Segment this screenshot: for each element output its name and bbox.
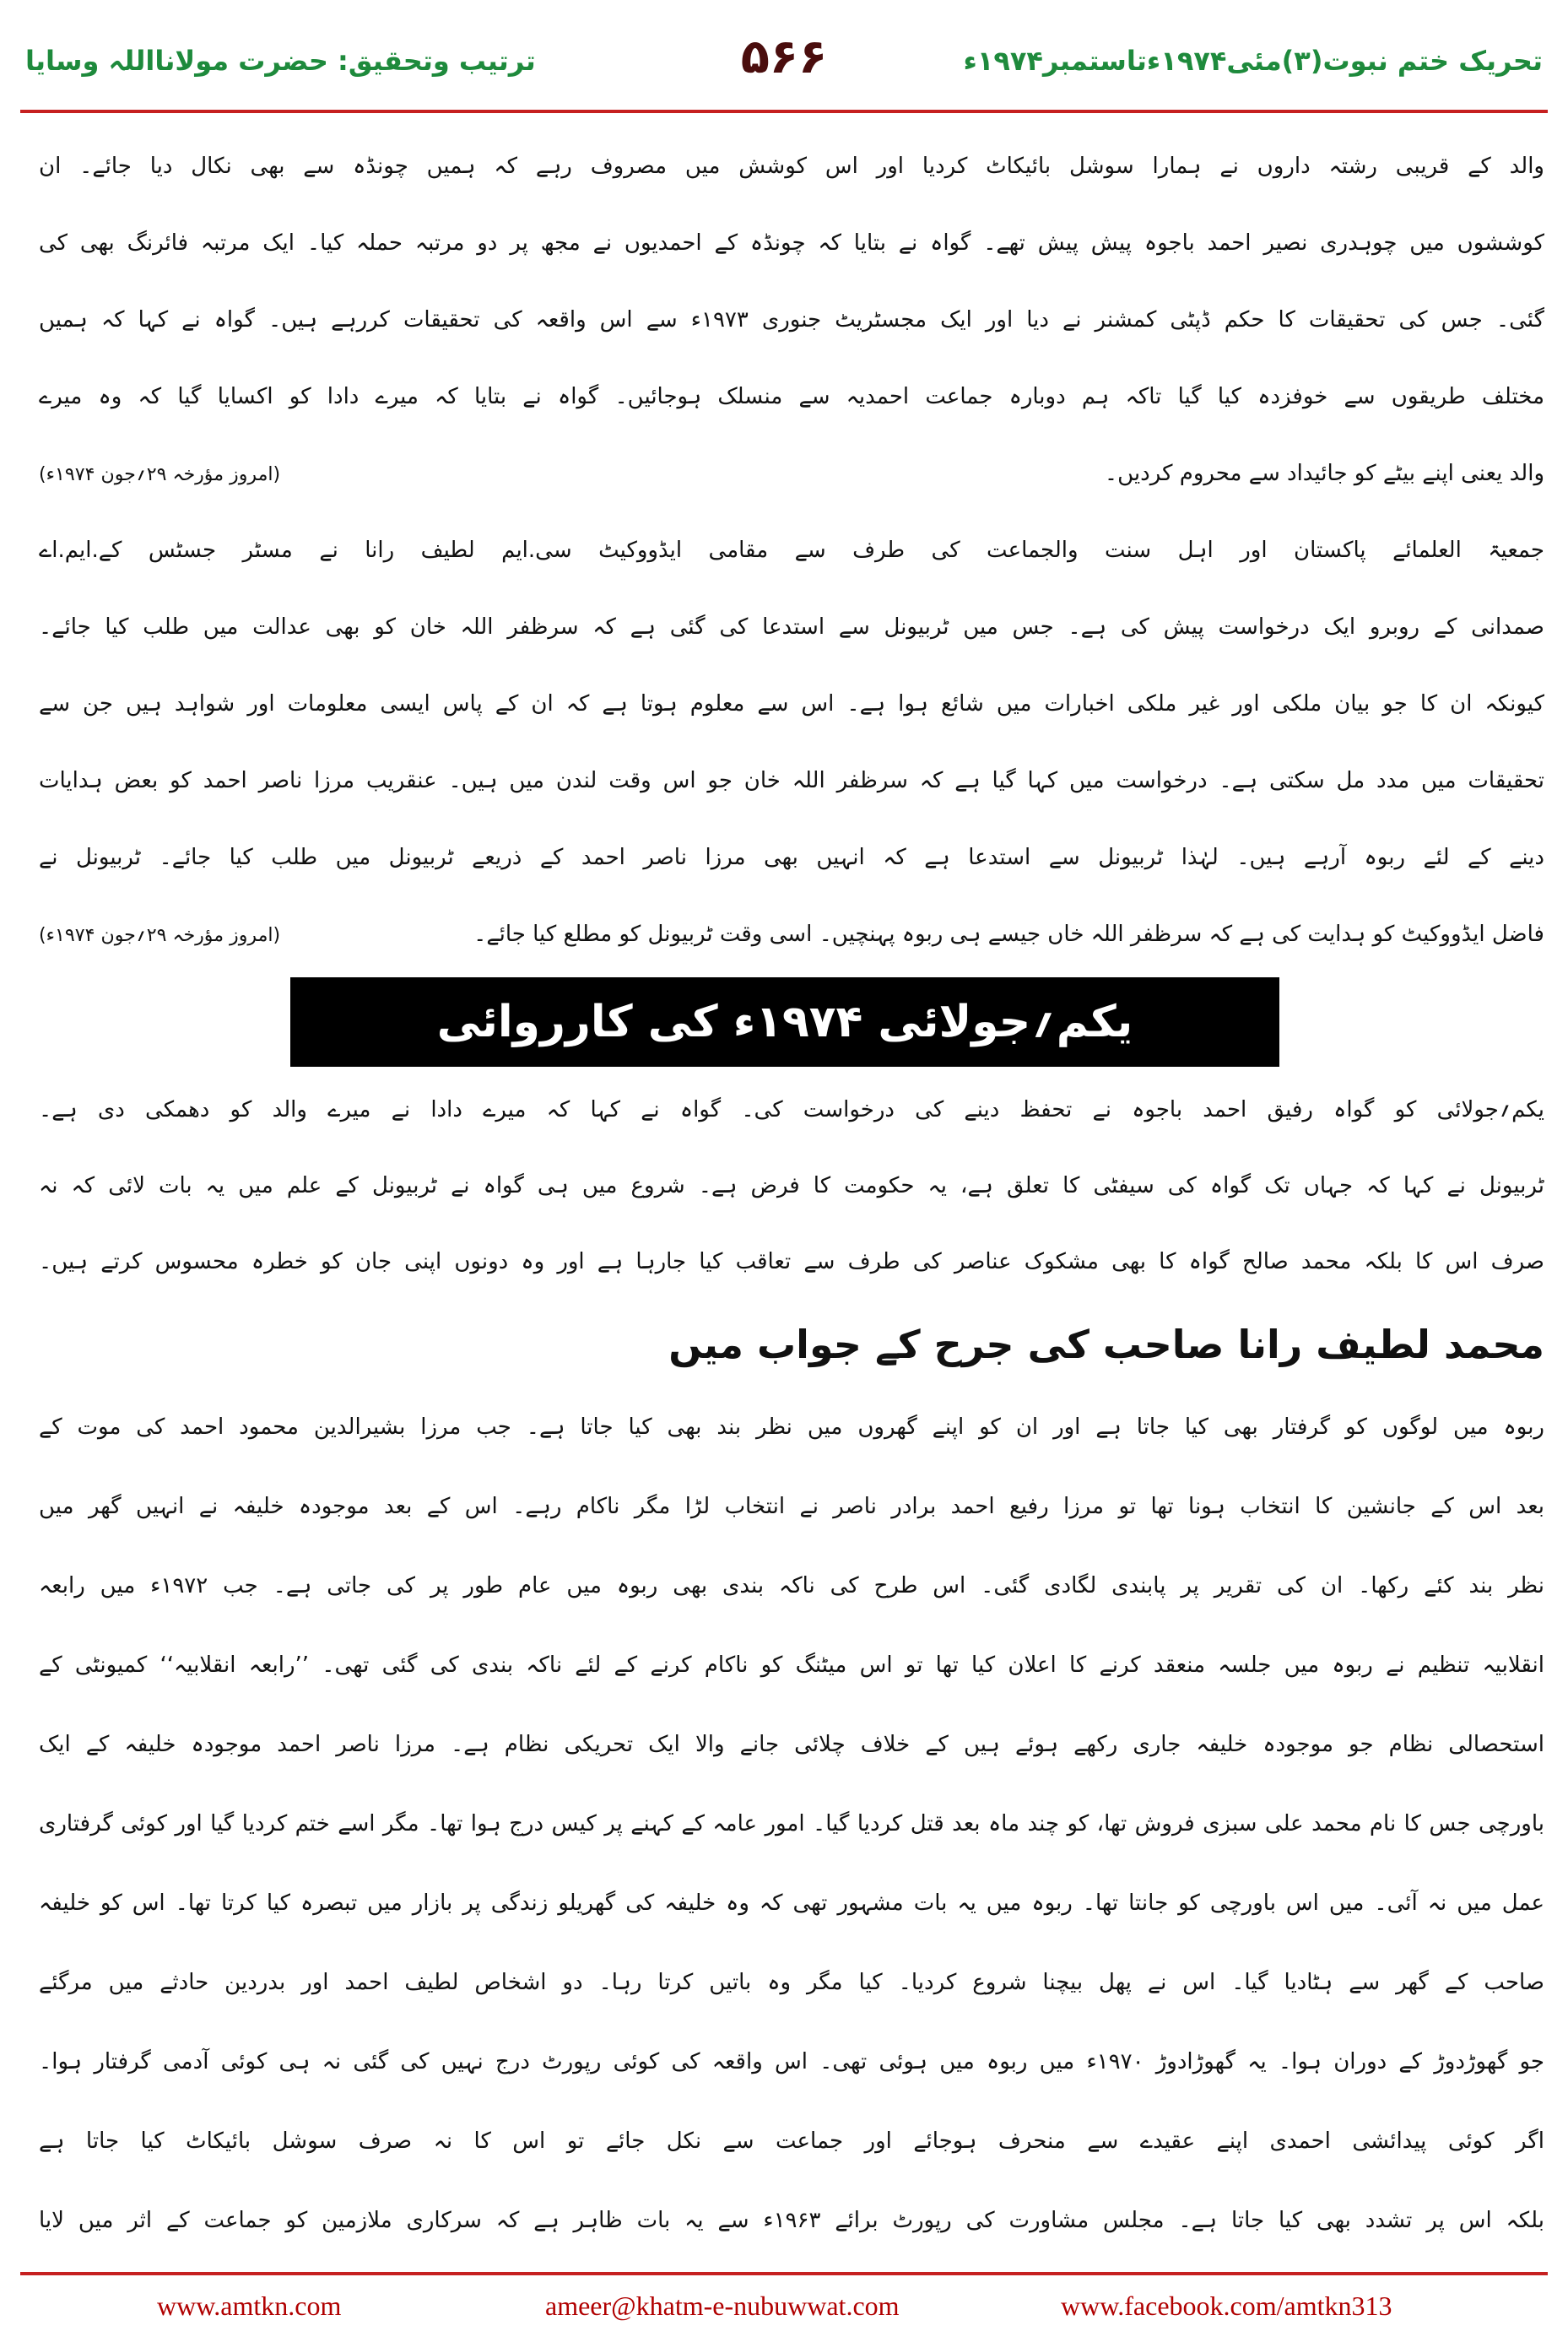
paragraph bbox=[39, 1072, 1544, 1300]
sub-heading: محمد لطیف رانا صاحب کی جرح کے جواب میں bbox=[668, 1322, 1544, 1367]
text-line: بلکہ اس پر تشدد بھی کیا جاتا ہے۔ مجلس مشاورت کی رپورٹ برائے ۱۹۶۳ء سے یہ بات ظاہر ہے کہ سرکاری ملازمین کو جماعت کے اثر میں لایا bbox=[39, 2208, 1544, 2233]
footer-email: ameer@khatm-e-nubuwwat.com bbox=[545, 2291, 900, 2321]
paragraph bbox=[39, 1387, 1544, 2260]
section-heading bbox=[290, 977, 1279, 1067]
footer-facebook: www.facebook.com/amtkn313 bbox=[1061, 2291, 1392, 2321]
paragraph bbox=[39, 128, 1544, 513]
text-line-with-source bbox=[39, 435, 1544, 513]
running-head-compiler: ترتیب وتحقیق: حضرت مولانااللہ وسایا bbox=[25, 45, 536, 77]
text-line: والد یعنی اپنے بیٹے کو جائیداد سے محروم کردیں۔ bbox=[1104, 461, 1544, 486]
text-line: والد کے قریبی رشتہ داروں نے ہمارا سوشل بائیکاٹ کردیا اور اس کوشش میں مصروف رہے کہ ہمیں چونڈہ سے بھی نکال دیا جائے۔ ان bbox=[39, 154, 1544, 179]
section-heading-text: یکم؍جولائی ۱۹۷۴ء کی کارروائی bbox=[436, 997, 1133, 1047]
text-line: انقلابیہ تنظیم نے ربوہ میں جلسہ منعقد کرنے کا اعلان کیا تھا تو اس میٹنگ کو ناکام کرنے کے لئے ناکہ بندی کی گئی تھی۔ ’’رابعہ انقلابیہ‘‘ کمیونٹی کے bbox=[39, 1652, 1544, 1678]
page-number: ۵۶۶ bbox=[740, 30, 828, 84]
text-line: فاضل ایڈووکیٹ کو ہدایت کی ہے کہ سرظفر اللہ خاں جیسے ہی ربوہ پہنچیں۔ اسی وقت ٹربیونل کو مطلع کیا جائے۔ bbox=[473, 922, 1544, 947]
paragraph bbox=[39, 512, 1544, 974]
header-rule bbox=[20, 110, 1548, 113]
text-line: جمعیۃ العلمائے پاکستان اور اہل سنت والجماعت کی طرف سے مقامی ایڈووکیٹ سی.ایم لطیف رانا نے مسٹر جسٹس کے.ایم.اے bbox=[39, 538, 1544, 563]
text-line-with-source bbox=[39, 896, 1544, 974]
text-line: یکم؍جولائی کو گواہ رفیق احمد باجوہ نے تحفظ دینے کی درخواست کی۔ گواہ نے کہا کہ میرے دادا نے میرے والد کو دھمکی دی ہے۔ bbox=[39, 1097, 1544, 1122]
text-line: صمدانی کے روبرو ایک درخواست پیش کی ہے۔ جس میں ٹربیونل سے استدعا کی گئی ہے کہ سرظفر اللہ خان کو بھی عدالت میں طلب کیا جائے۔ bbox=[39, 614, 1544, 640]
text-line: صاحب کے گھر سے ہٹادیا گیا۔ اس نے پھل بیچنا شروع کردیا۔ کیا مگر وہ باتیں کرتا رہا۔ دو اشخاص لطیف احمد اور بدردین حادثے میں مرگئے bbox=[39, 1970, 1544, 1995]
text-line: جو گھوڑدوڑ کے دوران ہوا۔ یہ گھوڑادوڑ ۱۹۷۰ء میں ربوہ میں ہوئی تھی۔ اس واقعہ کی کوئی رپورٹ درج نہیں کی گئی نہ ہی کوئی آدمی گرفتار ہوا۔ bbox=[39, 2049, 1544, 2074]
text-line: اگر کوئی پیدائشی احمدی اپنے عقیدے سے منحرف ہوجائے اور جماعت سے نکل جائے تو اس کا نہ صرف سوشل بائیکاٹ کیا جاتا ہے bbox=[39, 2128, 1544, 2154]
text-line: ٹربیونل نے کہا کہ جہاں تک گواہ کی سیفٹی کا تعلق ہے، یہ حکومت کا فرض ہے۔ شروع میں ہی گواہ نے ٹربیونل کے علم میں یہ بات لائی کہ نہ bbox=[39, 1173, 1544, 1198]
source-citation: (امروز مؤرخہ ۲۹؍جون ۱۹۷۴ء) bbox=[39, 463, 281, 485]
source-citation: (امروز مؤرخہ ۲۹؍جون ۱۹۷۴ء) bbox=[39, 924, 281, 946]
text-line: کوششوں میں چوہدری نصیر احمد باجوہ پیش پیش تھے۔ گواہ نے بتایا کہ چونڈہ کے احمدیوں نے مجھ پر دو مرتبہ حملہ کیا۔ ایک مرتبہ فائرنگ بھی کی bbox=[39, 230, 1544, 256]
text-line: کیونکہ ان کا جو بیان ملکی اور غیر ملکی اخبارات میں شائع ہوا ہے۔ اس سے معلوم ہوتا ہے کہ ان کے پاس ایسی معلومات اور شواہد ہیں جن سے bbox=[39, 691, 1544, 717]
text-line: عمل میں نہ آئی۔ میں اس باورچی کو جانتا تھا۔ ربوہ میں یہ بات مشہور تھی کہ وہ خلیفہ کی گھریلو زندگی پر بازار میں تبصرہ کیا کرتا تھا۔ اس کو خلیفہ bbox=[39, 1890, 1544, 1916]
footer-rule bbox=[20, 2272, 1548, 2275]
text-line: نظر بند کئے رکھا۔ ان کی تقریر پر پابندی لگادی گئی۔ اس طرح کی ناکہ بندی بھی ربوہ میں عام طور پر کی جاتی ہے۔ جب ۱۹۷۲ء میں رابعہ bbox=[39, 1573, 1544, 1598]
text-line: استحصالی نظام جو موجودہ خلیفہ جاری رکھے ہوئے ہیں کے خلاف چلائی جانے والا ایک تحریکی نظام ہے۔ مرزا ناصر احمد موجودہ خلیفہ کے ایک bbox=[39, 1732, 1544, 1757]
text-line: باورچی جس کا نام محمد علی سبزی فروش تھا، کو چند ماہ بعد قتل کردیا گیا۔ امور عامہ کے کہنے پر کیس درج ہوا تھا۔ مگر اسے ختم کردیا گیا اور کوئی گرفتاری bbox=[39, 1811, 1544, 1836]
text-line: مختلف طریقوں سے خوفزدہ کیا گیا تاکہ ہم دوبارہ جماعت احمدیہ سے منسلک ہوجائیں۔ گواہ نے بتایا کہ میرے دادا کو اکسایا گیا کہ وہ میرے bbox=[39, 384, 1544, 409]
text-line: ربوہ میں لوگوں کو گرفتار بھی کیا جاتا ہے اور ان کو اپنے گھروں میں نظر بند بھی کیا جاتا ہے۔ جب مرزا بشیرالدین محمود احمد کی موت کے bbox=[39, 1414, 1544, 1440]
running-head-title: تحریک ختم نبوت(۳)مئی۱۹۷۴ءتاستمبر۱۹۷۴ء bbox=[963, 45, 1543, 77]
text-line: صرف اس کا بلکہ محمد صالح گواہ کا بھی مشکوک عناصر کی طرف سے تعاقب کیا جارہا ہے اور وہ دونوں اپنی جان کو خطرہ محسوس کرتے ہیں۔ bbox=[39, 1249, 1544, 1274]
text-line: گئی۔ جس کی تحقیقات کا حکم ڈپٹی کمشنر نے دیا اور ایک مجسٹریٹ جنوری ۱۹۷۳ء سے اس واقعہ کی تحقیقات کررہے ہیں۔ گواہ نے کہا کہ ہمیں bbox=[39, 307, 1544, 333]
footer-website: www.amtkn.com bbox=[157, 2291, 342, 2321]
text-line: بعد اس کے جانشین کا انتخاب ہونا تھا تو مرزا رفیع احمد برادر ناصر نے انتخاب لڑا مگر ناکام رہے۔ اس کے بعد موجودہ خلیفہ نے انہیں گھر میں bbox=[39, 1494, 1544, 1519]
text-line: دینے کے لئے ربوہ آرہے ہیں۔ لہٰذا ٹربیونل سے استدعا ہے کہ انہیں بھی مرزا ناصر احمد کے ذریعے ٹربیونل میں طلب کیا جائے۔ ٹربیونل نے bbox=[39, 845, 1544, 870]
text-line: تحقیقات میں مدد مل سکتی ہے۔ درخواست میں کہا گیا ہے کہ سرظفر اللہ خان جو اس وقت لندن میں ہیں۔ عنقریب مرزا ناصر احمد کو بعض ہدایات bbox=[39, 768, 1544, 793]
